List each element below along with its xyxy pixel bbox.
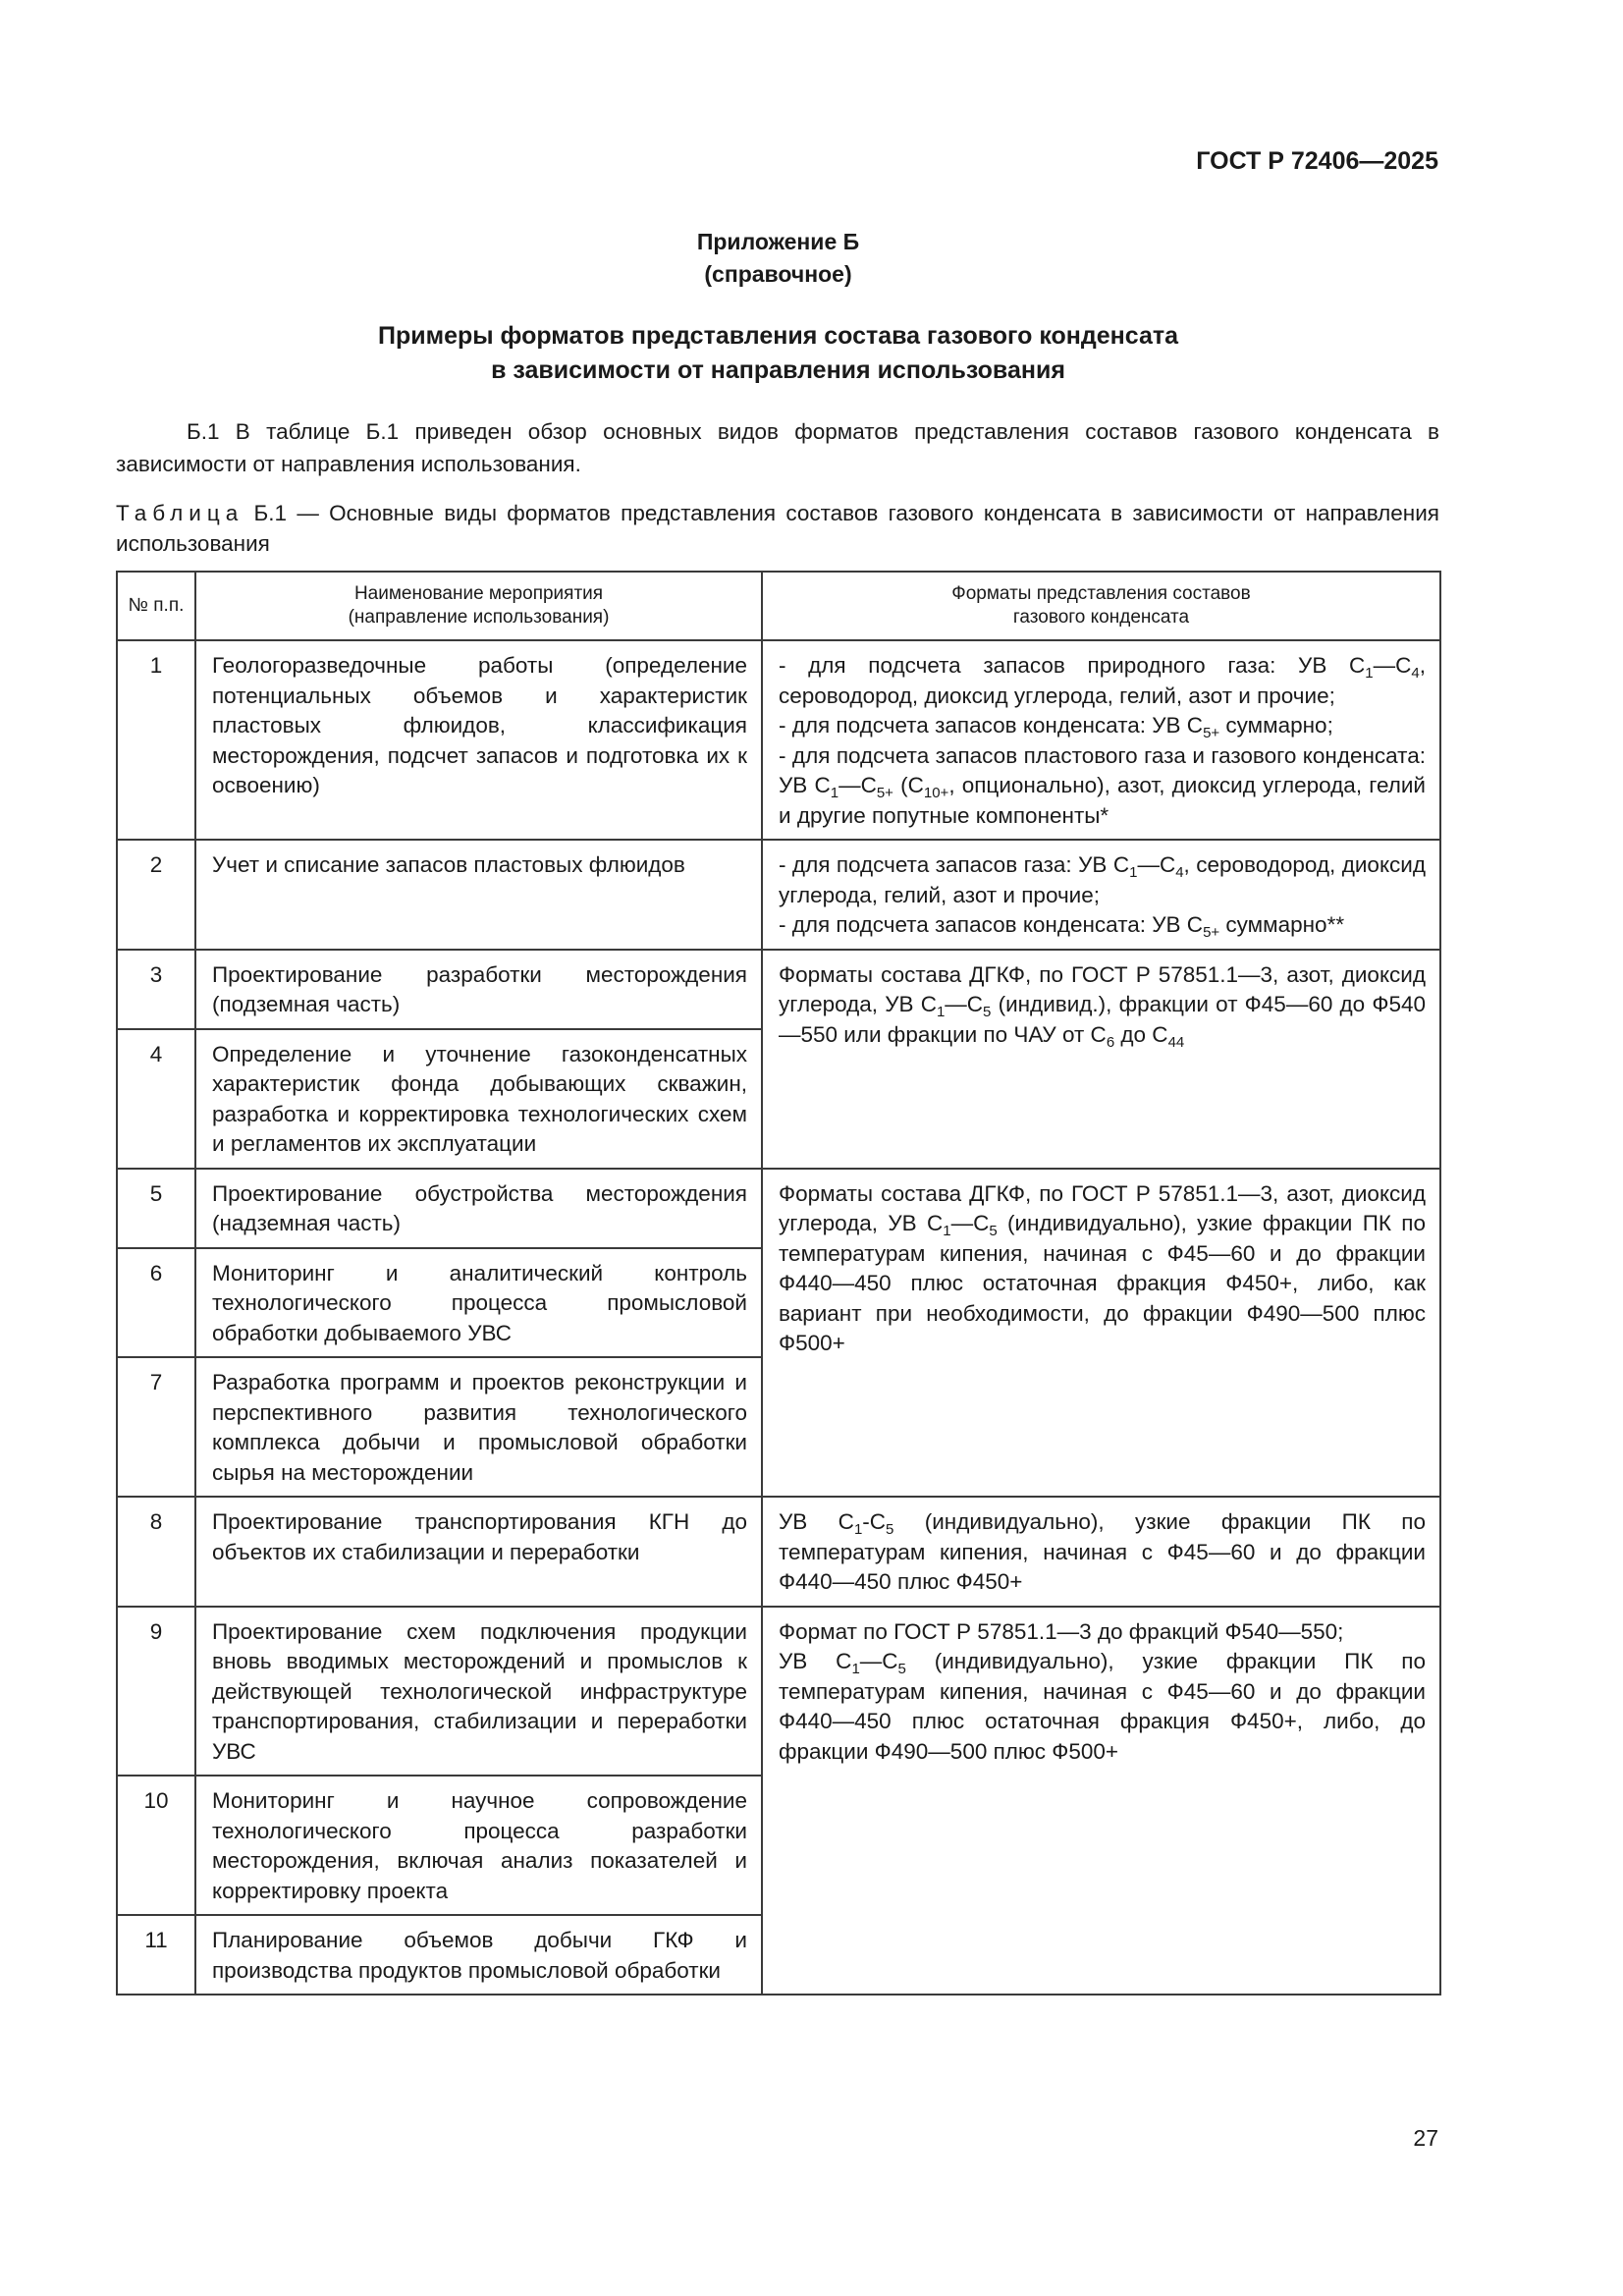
table-caption-label: Таблица [116,501,244,525]
row-number: 2 [117,840,195,950]
header-format-line-2: газового конденсата [1012,607,1190,628]
subscript: 6 [1106,1033,1115,1051]
format-cell-5 [762,1497,1440,1607]
format-text: - для подсчета запасов природного газа: УВ С [779,653,1366,678]
format-text: (индивидуально), узкие фракции ПК по температурам кипения, начиная с Ф45—60 и до фракции Ф440—450 плюс остаточная фракция Ф450+, либо, до фракции Ф490—500 плюс Ф500+ [779,1649,1426,1764]
row-activity: Определение и уточнение газоконденсатных характеристик фонда добывающих скважин, разработка и корректировка технологических схем и регламентов их эксплуатации [195,1029,762,1169]
format-text: (индивидуально), узкие фракции ПК по температурам кипения, начиная с Ф45—60 и до фракции Ф440—450 плюс Ф450+ [779,1509,1426,1594]
row-activity: Мониторинг и аналитический контроль технологического процесса промысловой обработки добываемого УВС [195,1248,762,1358]
format-text: —С [1373,653,1412,678]
row-number: 4 [117,1029,195,1169]
format-line: Формат по ГОСТ Р 57851.1—3 до фракций Ф540—550; [779,1618,1344,1644]
format-line [779,741,1426,832]
format-cell-4 [762,1169,1440,1498]
format-text: (индивидуально), узкие фракции ПК по температурам кипения, начиная с Ф45—60 и до фракции Ф440—450 плюс остаточная фракция Ф450+, либо, как вариант при необходимости, до фракции Ф490—500 плюс Ф500+ [779,1211,1426,1355]
format-text: - для подсчета запасов пластового газа и газового конденсата: УВ С [779,742,1426,797]
table-header-row [117,572,1440,640]
format-text: - для подсчета запасов газа: УВ С [779,852,1130,877]
row-activity: Мониторинг и научное сопровождение технологического процесса разработки месторождения, включая анализ показателей и корректировку проекта [195,1776,762,1915]
format-text: до С [1114,1021,1168,1047]
subscript: 1 [1129,864,1138,881]
row-number: 10 [117,1776,195,1915]
format-text: Форматы состава ДГКФ, по ГОСТ Р 57851.1—3, азот, диоксид углерода, УВ С [779,1180,1426,1235]
format-text: —С [945,992,984,1016]
subscript: 1 [830,785,839,801]
row-number: 5 [117,1169,195,1248]
row-number: 11 [117,1915,195,1995]
table-caption-text: Б.1 — Основные виды форматов представления составов газового конденсата в зависимости от направления использования [116,501,1439,556]
format-text: суммарно** [1219,912,1345,937]
format-text: —С [859,1649,898,1673]
format-text: —С [950,1211,990,1235]
table-row [117,1169,1440,1248]
row-number: 7 [117,1357,195,1497]
table-row [117,950,1440,1029]
row-activity: Учет и списание запасов пластовых флюидов [195,840,762,950]
subscript: 5+ [876,785,893,801]
subscript: 1 [1365,665,1374,682]
format-text: , опционально), азот, диоксид углерода, гелий и другие попутные компоненты* [779,773,1426,828]
row-number: 8 [117,1497,195,1607]
subscript: 5+ [1203,924,1220,941]
row-number: 9 [117,1607,195,1777]
table-row [117,840,1440,950]
document-title-line-1: Примеры форматов представления состава газового конденсата [377,322,1179,350]
intro-paragraph: Б.1 В таблице Б.1 приведен обзор основных видов форматов представления составов газового конденсата в зависимости от направления использования. [116,419,1439,476]
subscript: 44 [1167,1033,1185,1051]
table-row [117,640,1440,840]
format-line [779,850,1426,910]
format-text: (индивид.), фракции от Ф45—60 до Ф540—550 или фракции по ЧАУ от С [779,992,1426,1047]
format-text: суммарно; [1219,713,1333,738]
row-activity: Разработка программ и проектов реконструкции и перспективного развития технологического комплекса добычи и промысловой обработки сырья на месторождении [195,1357,762,1497]
appendix-type: (справочное) [704,261,852,287]
format-line [779,711,1426,741]
row-activity: Геологоразведочные работы (определение потенциальных объемов и характеристик пластовых флюидов, классификация месторождения, подсчет запасов и подготовка их к освоению) [195,640,762,840]
format-text: - для подсчета запасов конденсата: УВ С [779,713,1204,738]
row-number: 3 [117,950,195,1029]
row-activity: Планирование объемов добычи ГКФ и производства продуктов промысловой обработки [195,1915,762,1995]
row-number: 1 [117,640,195,840]
document-title [0,319,1556,388]
format-text: УВ С [779,1509,854,1534]
format-cell-3 [762,950,1440,1169]
subscript: 10+ [923,785,949,801]
subscript: 5 [983,1004,992,1020]
row-number: 6 [117,1248,195,1358]
format-text: -С [862,1509,887,1534]
format-text: - для подсчета запасов конденсата: УВ С [779,912,1204,937]
page-number: 27 [1413,2125,1438,2151]
row-activity: Проектирование схем подключения продукции вновь вводимых месторождений и промыслов к действующей технологической инфраструктуре транспортирования, стабилизации и переработки УВС [195,1607,762,1777]
subscript: 5 [897,1661,906,1677]
subscript: 4 [1175,864,1184,881]
subscript: 1 [853,1521,863,1538]
appendix-title: Приложение Б [696,229,860,254]
format-text: Форматы состава ДГКФ, по ГОСТ Р 57851.1—3, азот, диоксид углерода, УВ С [779,961,1426,1016]
table-row [117,1607,1440,1777]
format-text: УВ С [779,1649,852,1673]
row-activity: Проектирование обустройства месторождения (надземная часть) [195,1169,762,1248]
header-name-line-2: (направление использования) [348,607,610,628]
document-title-line-2: в зависимости от направления использования [491,356,1065,384]
format-cell-2 [762,840,1440,950]
format-cell-1 [762,640,1440,840]
subscript: 1 [943,1223,951,1239]
subscript: 1 [851,1661,860,1677]
header-name [195,572,762,640]
subscript: 5 [989,1223,998,1239]
format-line [779,910,1426,941]
subscript: 5+ [1203,725,1220,741]
standard-code: ГОСТ Р 72406—2025 [1196,147,1438,175]
format-text: , сероводород, диоксид углерода, гелий, азот и прочие; [779,653,1426,708]
table-caption [116,498,1439,559]
header-num: № п.п. [117,572,195,640]
format-cell-6 [762,1607,1440,1995]
header-format-line-1: Форматы представления составов [951,583,1251,604]
formats-table [116,571,1441,1995]
format-text: —С [1137,852,1176,877]
format-line [779,1647,1426,1767]
appendix-heading [0,226,1556,291]
format-text: —С [839,773,877,797]
row-activity: Проектирование разработки месторождения (подземная часть) [195,950,762,1029]
header-format [762,572,1440,640]
subscript: 1 [936,1004,946,1020]
header-name-line-1: Наименование мероприятия [353,583,604,604]
subscript: 4 [1411,665,1420,682]
format-text: (С [893,773,924,797]
format-line [779,651,1426,711]
table-row [117,1497,1440,1607]
format-text: , сероводород, диоксид углерода, гелий, азот и прочие; [779,852,1426,907]
row-activity: Проектирование транспортирования КГН до объектов их стабилизации и переработки [195,1497,762,1607]
subscript: 5 [886,1521,894,1538]
